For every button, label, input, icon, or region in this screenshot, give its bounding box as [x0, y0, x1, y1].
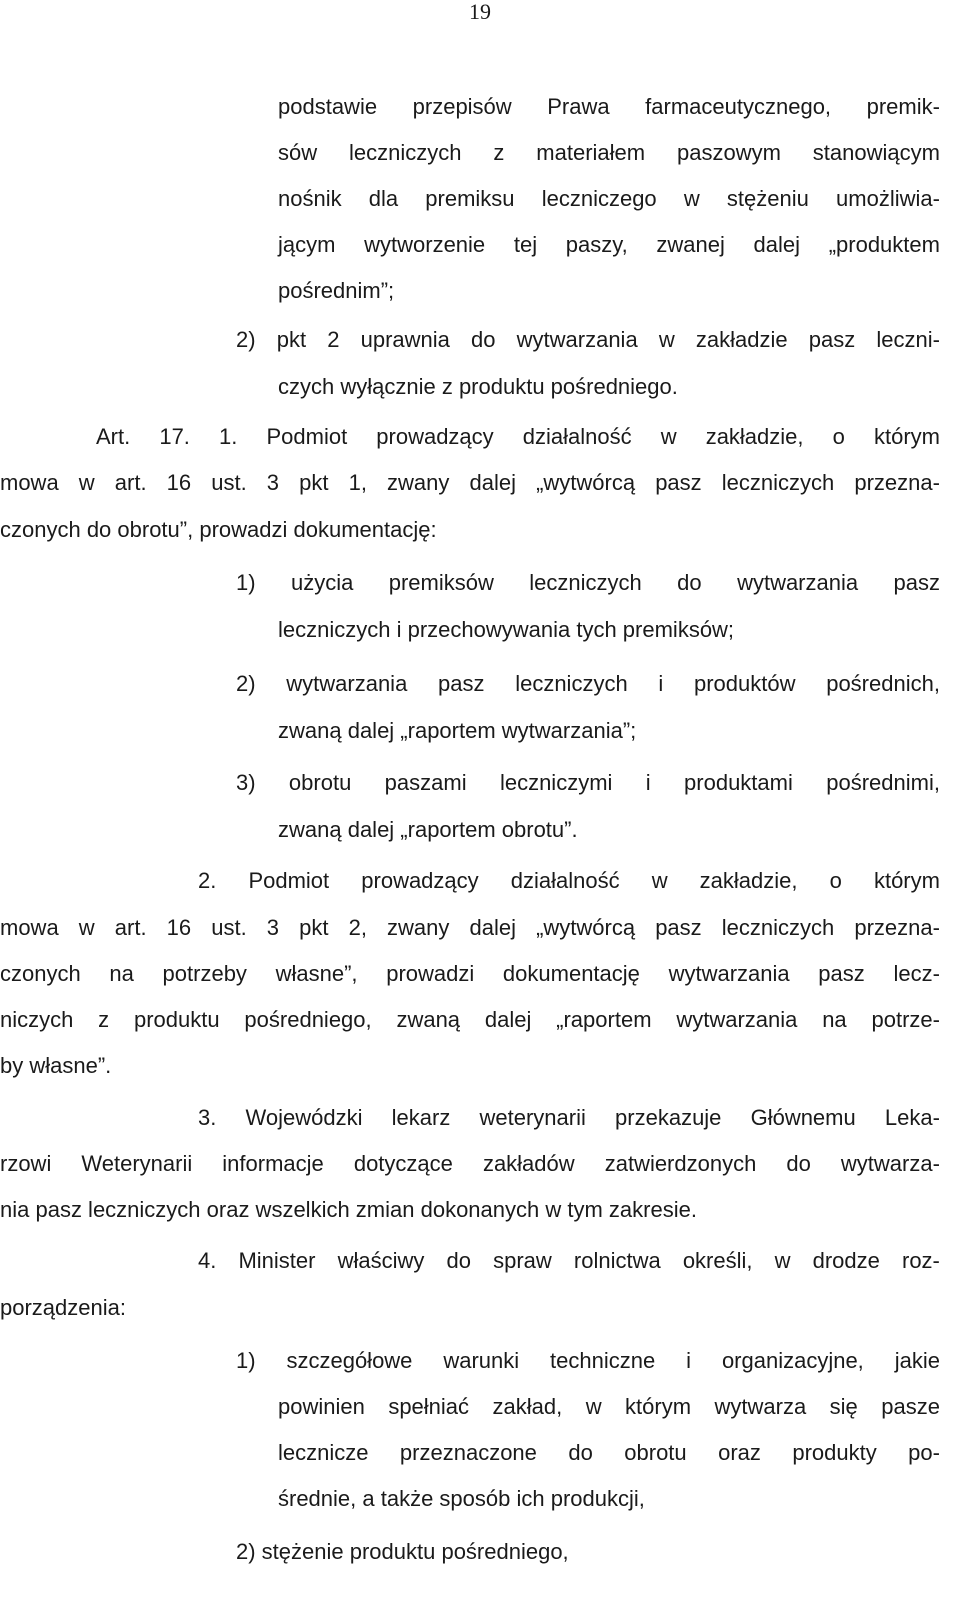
word: użycia [290, 570, 354, 595]
word: zakład, [492, 1394, 563, 1419]
article-heading [96, 424, 940, 450]
text-line [278, 232, 940, 258]
text-line [0, 1007, 940, 1033]
word: na [822, 1007, 847, 1032]
paragraph-number [198, 1248, 940, 1274]
word: spraw [493, 1248, 552, 1273]
word: pasz [438, 671, 485, 696]
word: produktów [693, 671, 796, 696]
word: właściwy [337, 1248, 425, 1273]
text-line: nia pasz leczniczych oraz wszelkich zmian dokonanych w tym zakresie. [0, 1197, 697, 1222]
word: produktami [684, 770, 793, 795]
text-line: pośrednim”; [278, 278, 395, 303]
word: i [645, 770, 651, 795]
word: powinien [278, 1394, 365, 1419]
word: „raportem [556, 1007, 652, 1032]
word: premik- [866, 94, 940, 119]
word: Głównemu [750, 1105, 856, 1130]
word: leczniczego [541, 186, 657, 211]
paragraph-number [198, 868, 940, 894]
word: 17. [159, 424, 190, 449]
word: lecznicze [278, 1440, 369, 1465]
word: dalej [469, 915, 516, 940]
text-line [0, 1151, 940, 1177]
word: którym [873, 868, 940, 893]
word: ust. [211, 470, 247, 495]
word: potrzeby [162, 961, 247, 986]
word: którym [873, 424, 940, 449]
word: prowadzi [386, 961, 475, 986]
word: 2) [236, 671, 256, 696]
word: w [658, 327, 675, 352]
word: paszami [384, 770, 467, 795]
word: drodze [812, 1248, 880, 1273]
word: 2. [198, 868, 217, 893]
word: roz- [902, 1248, 940, 1273]
word: dalej [484, 1007, 532, 1032]
word: w [585, 1394, 602, 1419]
word: w [78, 915, 95, 940]
word: zwanej [656, 232, 725, 257]
word: leczniczych [721, 915, 835, 940]
word: produktu [133, 1007, 220, 1032]
word: pośredniego, [244, 1007, 372, 1032]
word: paszowym [676, 140, 781, 165]
word: wytwarzania [286, 671, 408, 696]
word: zwaną [396, 1007, 461, 1032]
word: organizacyjne, [721, 1348, 864, 1373]
word: prowadzący [376, 424, 494, 449]
word: potrze- [871, 1007, 940, 1032]
word: 4. [198, 1248, 217, 1273]
word: uprawnia [360, 327, 450, 352]
word: dla [368, 186, 399, 211]
word: 1, [348, 470, 367, 495]
word: w [774, 1248, 791, 1273]
word: techniczne [550, 1348, 656, 1373]
word: Podmiot [266, 424, 348, 449]
word: z [98, 1007, 110, 1032]
list-item-number [236, 570, 940, 596]
text-line [278, 140, 940, 166]
text-line: porządzenia: [0, 1295, 126, 1320]
word: w [651, 868, 668, 893]
word: do [471, 327, 496, 352]
word: leczniczych [515, 671, 628, 696]
word: lecz- [893, 961, 940, 986]
word: 1) [236, 1348, 256, 1373]
word: dalej [469, 470, 516, 495]
word: oraz [718, 1440, 761, 1465]
text-line: czonych do obrotu”, prowadzi dokumentację: [0, 517, 437, 542]
page-number: 19 [469, 0, 491, 24]
word: stężeniu [726, 186, 809, 211]
word: pasz [655, 915, 702, 940]
word: przezna- [854, 470, 940, 495]
word: zwany [387, 470, 450, 495]
word: w [78, 470, 95, 495]
word: mowa [0, 470, 59, 495]
word: informacje [222, 1151, 324, 1176]
word: leczniczych [529, 570, 642, 595]
text-line [0, 961, 940, 987]
text-line: by własne”. [0, 1053, 112, 1078]
word: prowadzący [361, 868, 479, 893]
word: spełniać [388, 1394, 470, 1419]
word: leczniczych [349, 140, 462, 165]
word: leczniczymi [499, 770, 613, 795]
word: w [683, 186, 700, 211]
list-item-number [236, 671, 940, 697]
word: z [493, 140, 505, 165]
text-line: średnie, a także sposób ich produkcji, [278, 1486, 645, 1511]
word: o [829, 868, 842, 893]
word: i [686, 1348, 692, 1373]
word: wytwarzania [668, 961, 790, 986]
word: 2, [348, 915, 367, 940]
list-item-number [236, 770, 940, 796]
word: „wytwórcą [536, 470, 636, 495]
word: leczni- [876, 327, 940, 352]
word: 3) [236, 770, 256, 795]
word: dokumentację [502, 961, 640, 986]
word: podstawie [278, 94, 378, 119]
word: działalność [522, 424, 632, 449]
word: wytwarzania [676, 1007, 798, 1032]
word: przezna- [854, 915, 940, 940]
word: rolnictwa [573, 1248, 661, 1273]
word: rzowi [0, 1151, 52, 1176]
text-line [278, 94, 940, 120]
word: obrotu [288, 770, 352, 795]
word: nośnik [278, 186, 342, 211]
word: zakładzie, [699, 868, 798, 893]
word: obrotu [624, 1440, 687, 1465]
word: premiksów [388, 570, 494, 595]
word: o [832, 424, 845, 449]
word: art. [114, 915, 147, 940]
word: się [829, 1394, 858, 1419]
word: Wojewódzki [245, 1105, 363, 1130]
word: po- [908, 1440, 940, 1465]
text-line: czych wyłącznie z produktu pośredniego. [278, 374, 678, 399]
word: 1) [236, 570, 256, 595]
word: 2) [236, 327, 256, 352]
word: sów [278, 140, 318, 165]
word: leczniczych [721, 470, 835, 495]
word: przeznaczone [399, 1440, 537, 1465]
word: przekazuje [615, 1105, 722, 1130]
word: wytwarza- [840, 1151, 940, 1176]
list-item-number [236, 327, 940, 353]
word: produkty [792, 1440, 877, 1465]
word: w [660, 424, 677, 449]
word: „produktem [828, 232, 940, 257]
word: pasz [808, 327, 856, 352]
text-line [278, 186, 940, 212]
word: pasz [893, 570, 940, 595]
text-line [278, 1440, 940, 1466]
word: Podmiot [248, 868, 330, 893]
word: farmaceutycznego, [645, 94, 832, 119]
word: pkt [299, 915, 329, 940]
word: pasz [818, 961, 865, 986]
word: wytwarzania [516, 327, 638, 352]
word: Prawa [547, 94, 610, 119]
word: 3. [198, 1105, 217, 1130]
word: szczegółowe [286, 1348, 413, 1373]
word: na [109, 961, 134, 986]
word: czonych [0, 961, 81, 986]
word: Leka- [884, 1105, 940, 1130]
word: do [677, 570, 702, 595]
word: pkt [299, 470, 329, 495]
word: zwany [387, 915, 450, 940]
word: niczych [0, 1007, 74, 1032]
word: „wytwórcą [536, 915, 636, 940]
word: ust. [211, 915, 247, 940]
word: przepisów [412, 94, 512, 119]
word: paszy, [565, 232, 628, 257]
word: pośrednimi, [826, 770, 940, 795]
word: własne”, [275, 961, 358, 986]
word: 16 [166, 915, 192, 940]
word: zakładzie [695, 327, 788, 352]
word: art. [114, 470, 147, 495]
word: wytwarzania [737, 570, 859, 595]
word: Weterynarii [81, 1151, 193, 1176]
word: pośrednich, [826, 671, 940, 696]
word: 16 [166, 470, 192, 495]
text-line: leczniczych i przechowywania tych premiksów; [278, 617, 735, 642]
word: mowa [0, 915, 59, 940]
word: wytwarza [714, 1394, 807, 1419]
word: Art. [96, 424, 131, 449]
word: lekarz [391, 1105, 451, 1130]
word: wytworzenie [364, 232, 486, 257]
text-line: zwaną dalej „raportem wytwarzania”; [278, 718, 637, 743]
text-line [0, 915, 940, 941]
text-line [0, 470, 940, 496]
text-line [278, 1394, 940, 1420]
word: zatwierdzonych [604, 1151, 757, 1176]
paragraph-number [198, 1105, 940, 1131]
word: pkt [276, 327, 307, 352]
word: zakładów [482, 1151, 575, 1176]
list-item-number [236, 1348, 940, 1374]
word: działalność [510, 868, 620, 893]
text-line: zwaną dalej „raportem obrotu”. [278, 817, 578, 842]
word: określi, [682, 1248, 753, 1273]
word: do [446, 1248, 471, 1273]
word: warunki [443, 1348, 520, 1373]
word: jącym [278, 232, 336, 257]
list-item-number: 2) stężenie produktu pośredniego, [236, 1539, 569, 1564]
word: tej [513, 232, 538, 257]
word: umożliwia- [836, 186, 940, 211]
word: zakładzie, [705, 424, 804, 449]
word: pasz [655, 470, 702, 495]
word: 2 [327, 327, 340, 352]
word: stanowiącym [812, 140, 940, 165]
word: 3 [266, 470, 280, 495]
word: weterynarii [479, 1105, 586, 1130]
word: materiałem [536, 140, 646, 165]
word: premiksu [425, 186, 515, 211]
word: Minister [238, 1248, 316, 1273]
word: dotyczące [353, 1151, 453, 1176]
word: i [658, 671, 664, 696]
word: do [568, 1440, 593, 1465]
word: 3 [266, 915, 280, 940]
word: 1. [219, 424, 238, 449]
word: do [786, 1151, 811, 1176]
word: pasze [881, 1394, 940, 1419]
word: jakie [894, 1348, 940, 1373]
word: którym [625, 1394, 692, 1419]
word: dalej [753, 232, 801, 257]
